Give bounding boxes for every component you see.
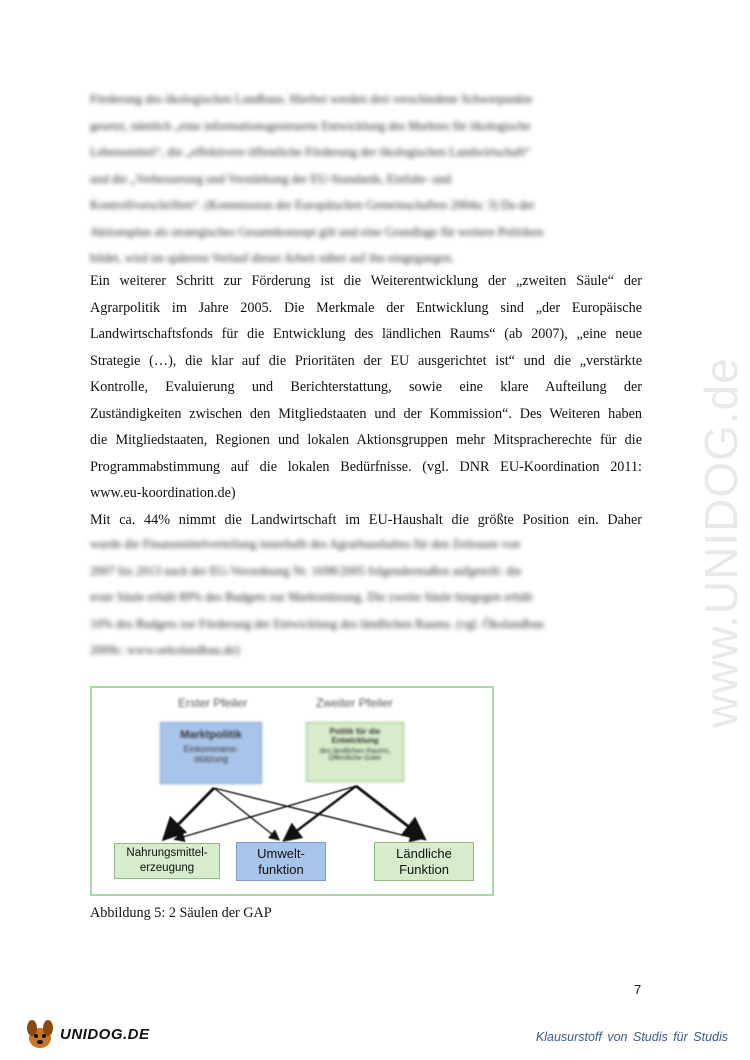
blurred-line: erste Säule erhält 89% des Budgets zur Marktstützung. Die zweite Säule hingegen erhält xyxy=(90,590,533,604)
environment-function-label: Umwelt-funktion xyxy=(257,845,305,877)
text-line: Landwirtschaftsfonds für die Entwicklung des ländlichen Raums“ (ab 2007), „eine neue xyxy=(90,326,642,342)
rural-development-title: Politik für die Entwicklung xyxy=(329,727,381,745)
rural-function-label: Ländliche Funktion xyxy=(396,845,452,877)
blurred-bottom-paragraph xyxy=(90,531,642,664)
environment-function-box xyxy=(236,842,326,881)
unidog-logo xyxy=(22,1016,162,1050)
watermark: www.UNIDOG.de xyxy=(695,357,747,728)
paragraph-second-pillar xyxy=(90,268,642,533)
text-line: Kontrolle, Evaluierung und Berichterstattung, sowie eine klare Aufteilung der xyxy=(90,379,642,395)
pillar1-title: Erster Pfeiler xyxy=(178,696,248,710)
figure-two-pillars xyxy=(90,686,494,896)
text-line: Agrarpolitik im Jahre 2005. Die Merkmale der Entwicklung sind „der Europäische xyxy=(90,299,642,316)
text-line: Mit ca. 44% nimmt die Landwirtschaft im EU-Haushalt die größte Position ein. Daher xyxy=(90,511,642,528)
text-line: die Mitgliedstaaten, Regionen und lokalen Aktionsgruppen mehr Mitspracherechte für die xyxy=(90,432,642,448)
text-line: www.eu-koordination.de) xyxy=(90,485,236,501)
market-policy-subtitle: Einkommens-stützung xyxy=(183,744,239,764)
arrow xyxy=(214,788,418,839)
text-line: Zuständigkeiten zwischen den Mitgliedstaaten und der Kommission“. Des Weiteren haben xyxy=(90,405,642,422)
market-policy-title: Marktpolitik xyxy=(180,729,242,741)
blurred-top-paragraph xyxy=(90,86,642,272)
dog-icon xyxy=(22,1016,58,1050)
blurred-line: 2007 bis 2013 nach der EG-Verordnung Nr. 1698/2005 folgendermaßen aufgeteilt: die xyxy=(90,563,522,578)
text-line: Strategie (…), die klar auf die Prioritäten der EU ausgerichtet ist“ und die „verstärkte xyxy=(90,352,642,369)
blurred-line: gesetzt, nämlich „eine informationsgesteuerte Entwicklung des Marktes für ökologische xyxy=(90,118,531,133)
figure-caption: Abbildung 5: 2 Säulen der GAP xyxy=(90,905,272,921)
arrow xyxy=(286,786,356,839)
food-production-box xyxy=(114,843,220,879)
pillar2-title: Zweiter Pfeiler xyxy=(316,696,393,710)
rural-development-subtitle: des ländlichen Raums, Öffentliche Güter xyxy=(319,748,391,762)
logo-text: UNIDOG.DE xyxy=(60,1026,150,1043)
arrow xyxy=(356,786,422,837)
blurred-line: Kontrollvorschriften“. (Kommission der Europäischen Gemeinschaften 2004a: 3) Da der xyxy=(90,198,535,212)
blurred-line: 2009c: www.oekolandbau.de) xyxy=(90,643,240,657)
blurred-line: Lebensmittel“, die „effektivere öffentliche Förderung der ökologischen Landwirtschaft“ xyxy=(90,145,531,159)
blurred-line: Aktionsplan als strategisches Gesamtkonzept gilt und eine Grundlage für weitere Politiken xyxy=(90,224,544,239)
blurred-line: wurde die Finanzmittelverteilung innerhalb des Agrarhaushaltes für den Zeitraum von xyxy=(90,537,521,551)
blurred-line: und die „Verbesserung und Verstärkung der EU-Standards, Einfuhr- und xyxy=(90,171,451,186)
rural-function-box xyxy=(374,842,474,881)
arrow xyxy=(176,786,356,839)
text-line: Programmabstimmung auf die lokalen Bedürfnisse. (vgl. DNR EU-Koordination 2011: xyxy=(90,458,642,475)
footer-slogan: Klausurstoff von Studis für Studis xyxy=(535,1030,728,1044)
food-production-label: Nahrungsmittel-erzeugung xyxy=(126,847,208,874)
blurred-line: Förderung des ökologischen Landbaus. Hierbei werden drei verschiedene Schwerpunkte xyxy=(90,92,533,106)
text-line: Ein weiterer Schritt zur Förderung ist die Weiterentwicklung der „zweiten Säule“ der xyxy=(90,273,642,289)
blurred-line: 10% des Budgets zur Förderung der Entwicklung des ländlichen Raums. (vgl. Ökolandbau xyxy=(90,616,544,631)
blurred-line: bildet, wird im späteren Verlauf dieser Arbeit näher auf ihn eingegangen. xyxy=(90,251,455,265)
page-number: 7 xyxy=(634,982,642,997)
